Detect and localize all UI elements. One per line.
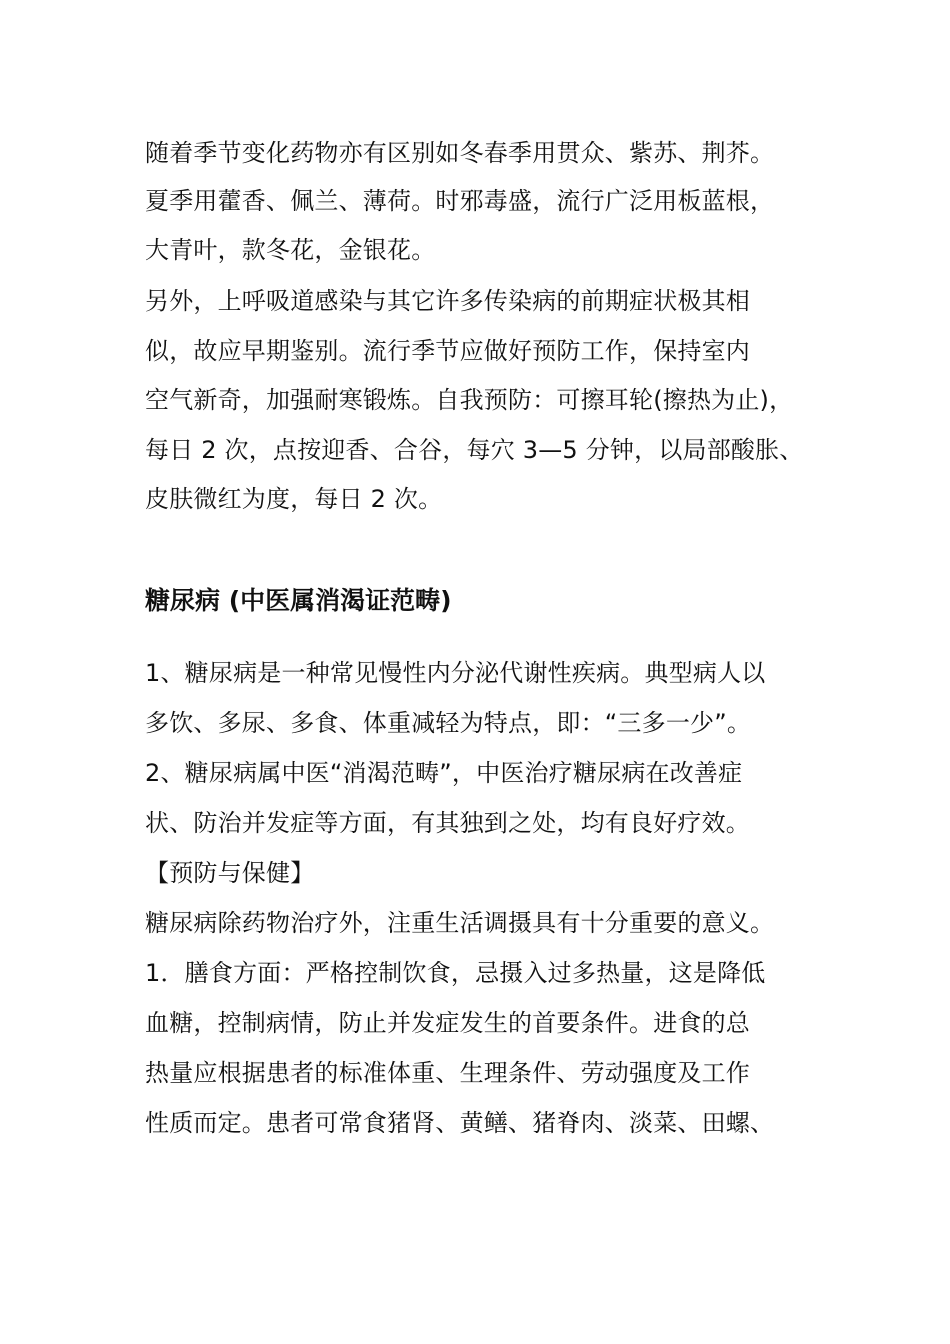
section-heading: 糖尿病 (中医属消渴证范畴): [145, 586, 452, 615]
paragraph-line: 皮肤微红为度，每日 2 次。: [145, 485, 443, 513]
paragraph-line: 似，故应早期鉴别。流行季节应做好预防工作，保持室内: [145, 337, 750, 365]
paragraph-line: 热量应根据患者的标准体重、生理条件、劳动强度及工作: [145, 1059, 750, 1087]
paragraph-line: 多饮、多尿、多食、体重减轻为特点，即：“三多一少”。: [145, 709, 752, 737]
paragraph-line: 随着季节变化药物亦有区别如冬春季用贯众、紫苏、荆芥。: [145, 139, 775, 167]
paragraph-line: 夏季用藿香、佩兰、薄荷。时邪毒盛，流行广泛用板蓝根，: [145, 187, 775, 215]
paragraph-line: 性质而定。患者可常食猪肾、黄鳝、猪脊肉、淡菜、田螺、: [145, 1109, 775, 1137]
paragraph-line: 1．膳食方面：严格控制饮食，忌摄入过多热量，这是降低: [145, 959, 766, 987]
paragraph-line: 空气新奇，加强耐寒锻炼。自我预防：可擦耳轮(擦热为止)，: [145, 386, 794, 414]
paragraph-line: 大青叶，款冬花，金银花。: [145, 236, 436, 264]
paragraph-line: 状、防治并发症等方面，有其独到之处，均有良好疗效。: [145, 809, 750, 837]
paragraph-line: 血糖，控制病情，防止并发症发生的首要条件。进食的总: [145, 1009, 750, 1037]
paragraph-line: 2、糖尿病属中医“消渴范畴”，中医治疗糖尿病在改善症: [145, 759, 743, 787]
paragraph-line: 每日 2 次，点按迎香、合谷，每穴 3—5 分钟，以局部酸胀、: [145, 436, 804, 464]
paragraph-line: 糖尿病除药物治疗外，注重生活调摄具有十分重要的意义。: [145, 909, 775, 937]
paragraph-line: 另外，上呼吸道感染与其它许多传染病的前期症状极其相: [145, 287, 750, 315]
paragraph-line: 1、糖尿病是一种常见慢性内分泌代谢性疾病。典型病人以: [145, 659, 766, 687]
subheading-line: 【预防与保健】: [145, 859, 315, 887]
